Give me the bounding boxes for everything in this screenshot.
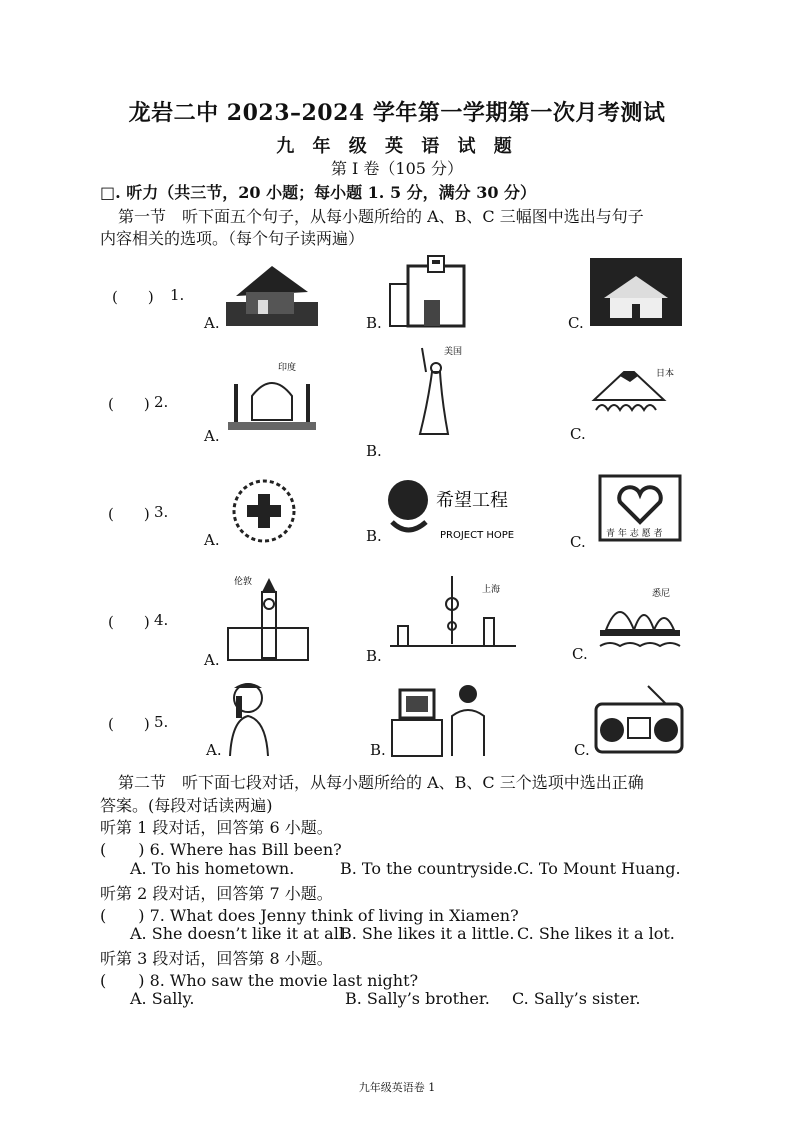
q3-pic-a-red-cross-image	[228, 476, 300, 546]
dialog2-instruction: 听第 2 段对话，回答第 7 小题。	[100, 884, 333, 903]
q2-bracket[interactable]: ( )	[108, 395, 150, 413]
svg-text:希望工程: 希望工程	[436, 490, 508, 511]
page-title: 龙岩二中 2023–2024 学年第一学期第一次月考测试	[128, 100, 666, 126]
q8-option-a: A. Sally.	[130, 989, 195, 1008]
dialog3-instruction: 听第 3 段对话，回答第 8 小题。	[100, 949, 333, 968]
q3-option-a: A.	[204, 531, 220, 549]
q2-option-b: B.	[366, 442, 382, 460]
dialog1-instruction: 听第 1 段对话，回答第 6 小题。	[100, 818, 333, 837]
q5-pic-b-watching-tv-image	[388, 680, 494, 758]
part2-intro-1: 第二节 听下面七段对话，从每小题所给的 A、B、C 三个选项中选出正确	[118, 773, 644, 792]
svg-text:美国: 美国	[444, 347, 463, 357]
q8-question[interactable]: ( ) 8. Who saw the movie last night?	[100, 971, 419, 990]
svg-text:日本: 日本	[656, 369, 675, 379]
q1-pic-a-house-image	[226, 262, 318, 326]
page-footer: 九年级英语卷 1	[358, 1081, 436, 1094]
svg-text:印度: 印度	[278, 363, 297, 373]
q4-option-a: A.	[204, 651, 220, 669]
q7-option-a: A. She doesn’t like it at all.	[130, 924, 350, 943]
q8-option-b: B. Sally’s brother.	[345, 989, 490, 1008]
svg-text:悉尼: 悉尼	[652, 589, 671, 599]
q4-pic-c-sydney-opera-house-image	[596, 584, 684, 660]
q5-option-a: A.	[206, 741, 222, 759]
listening-heading: □. 听力（共三节，20 小题；每小题 1. 5 分，满分 30 分）	[100, 183, 537, 202]
q1-option-b: B.	[366, 314, 382, 332]
exam-subtitle: 九 年 级 英 语 试 题	[276, 136, 518, 157]
svg-text:伦敦: 伦敦	[234, 577, 253, 587]
q5-option-c: C.	[574, 741, 590, 759]
q4-pic-a-big-ben-image	[226, 572, 310, 664]
q2-number: 2.	[154, 393, 169, 411]
q6-question[interactable]: ( ) 6. Where has Bill been?	[100, 840, 342, 859]
q5-number: 5.	[154, 713, 169, 731]
project-hope-label: PROJECT HOPE	[440, 530, 515, 541]
volume-label: 第 I 卷（105 分）	[330, 159, 464, 178]
svg-text:上海: 上海	[482, 585, 501, 595]
q4-option-b: B.	[366, 647, 382, 665]
q2-pic-c-mount-fuji-image	[590, 360, 682, 432]
young-volunteers-label: 青 年 志 愿 者	[606, 529, 663, 539]
q4-number: 4.	[154, 611, 169, 629]
q7-option-c: C. She likes it a lot.	[517, 924, 675, 943]
part1-intro-1: 第一节 听下面五个句子，从每小题所给的 A、B、C 三幅图中选出与句子	[118, 207, 644, 226]
part1-intro-2: 内容相关的选项。（每个句子读两遍）	[100, 229, 365, 248]
q8-option-c: C. Sally’s sister.	[512, 989, 641, 1008]
q1-pic-b-hospital-image	[388, 254, 476, 330]
q1-number: 1.	[170, 286, 185, 304]
q1-bracket[interactable]: ( )	[112, 288, 154, 306]
q6-option-c: C. To Mount Huang.	[517, 859, 681, 878]
q3-pic-b-project-hope-image	[386, 476, 524, 542]
part2-intro-2: 答案。(每段对话读两遍)	[100, 796, 273, 815]
q5-bracket[interactable]: ( )	[108, 715, 150, 733]
q6-option-b: B. To the countryside.	[340, 859, 518, 878]
q6-option-a: A. To his hometown.	[130, 859, 295, 878]
q2-pic-b-statue-of-liberty-image	[392, 342, 478, 442]
q2-option-c: C.	[570, 425, 586, 443]
q3-pic-c-young-volunteers-image	[598, 474, 682, 542]
q5-option-b: B.	[370, 741, 386, 759]
q2-pic-a-taj-mahal-image	[226, 360, 318, 432]
q4-option-c: C.	[572, 645, 588, 663]
q1-option-a: A.	[204, 314, 220, 332]
q2-option-a: A.	[204, 427, 220, 445]
q5-pic-c-radio-image	[594, 684, 684, 754]
q1-pic-c-church-image	[590, 258, 682, 326]
q1-option-c: C.	[568, 314, 584, 332]
q4-bracket[interactable]: ( )	[108, 613, 150, 631]
q3-bracket[interactable]: ( )	[108, 505, 150, 523]
q3-number: 3.	[154, 503, 169, 521]
q7-option-b: B. She likes it a little.	[340, 924, 515, 943]
q3-option-b: B.	[366, 527, 382, 545]
q7-question[interactable]: ( ) 7. What does Jenny think of living in Xiamen?	[100, 906, 519, 925]
q5-pic-a-telephone-man-image	[226, 680, 272, 756]
q4-pic-b-shanghai-image	[388, 574, 518, 662]
q3-option-c: C.	[570, 533, 586, 551]
